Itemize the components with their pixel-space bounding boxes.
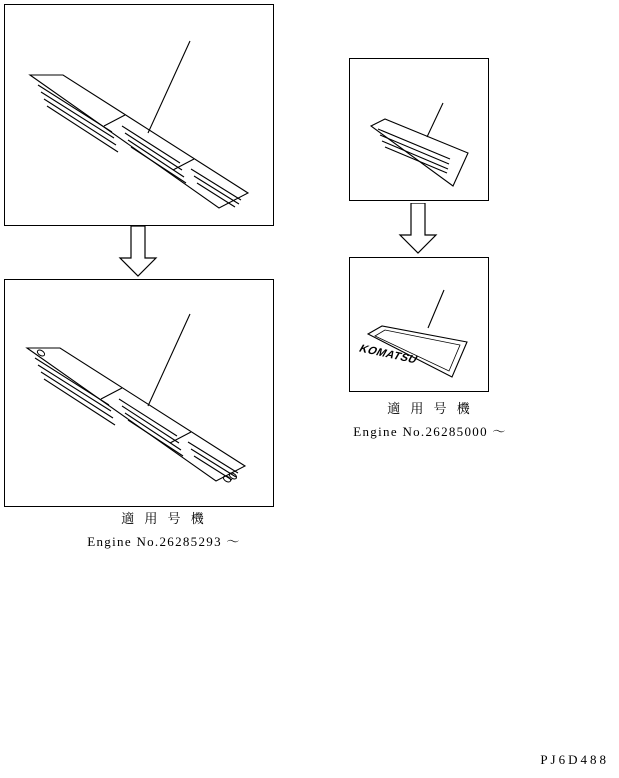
decal-strip-illustration-top-left <box>5 5 272 224</box>
caption-right-en: Engine No.26285000 〜 <box>353 423 507 439</box>
caption-left <box>4 510 324 551</box>
decal-strip-illustration-bottom-left <box>5 280 272 505</box>
panel-bottom-right <box>349 257 489 392</box>
caption-left-en: Engine No.26285293 〜 <box>87 533 241 549</box>
decal-plate-illustration-top-right <box>350 59 487 199</box>
page-code: PJ6D488 <box>540 752 609 767</box>
down-arrow-icon-left <box>118 226 158 283</box>
caption-left-jp: 適 用 号 機 <box>121 512 207 527</box>
panel-top-left <box>4 4 274 226</box>
plate-brand-text: KOMATSU <box>356 343 420 367</box>
panel-top-right <box>349 58 489 201</box>
caption-right <box>300 400 560 441</box>
caption-right-jp: 適 用 号 機 <box>387 402 473 417</box>
panel-bottom-left <box>4 279 274 507</box>
down-arrow-icon-right <box>398 203 438 260</box>
decal-plate-illustration-bottom-right <box>350 258 487 390</box>
